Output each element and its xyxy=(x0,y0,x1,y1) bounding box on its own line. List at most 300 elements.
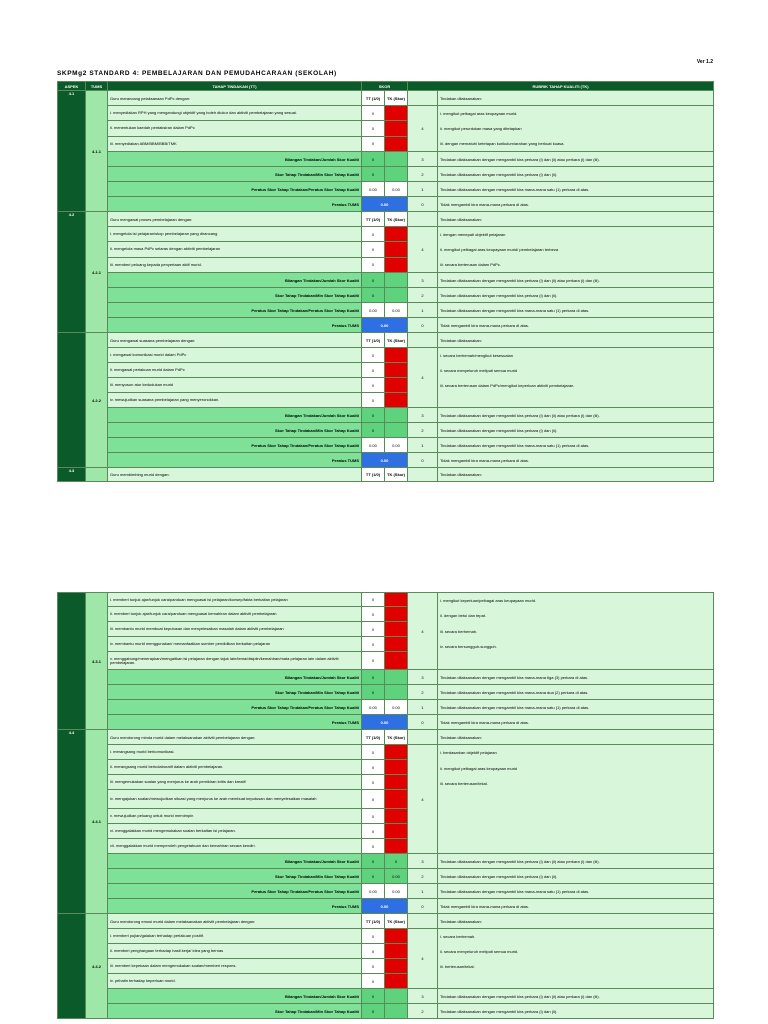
rubric-level: 2 xyxy=(408,167,438,182)
rubric-level-text: Tidak mengambil kira mana-mana perkara di atas. xyxy=(438,318,714,333)
summary-label: Peratus Skor Tahap Tindakan/Peratus Skor Tahap Kualiti xyxy=(108,700,362,715)
tt-value-input[interactable]: 0 xyxy=(362,775,385,790)
tt-value-input[interactable]: 0 xyxy=(362,257,385,272)
peratus-tums-row xyxy=(58,715,714,730)
rubric-level-text: Tindakan dilaksanakan dengan mengambil kira perkara (i) dan (ii). xyxy=(438,869,714,884)
tt-value-input[interactable]: 0 xyxy=(362,242,385,257)
page-2 xyxy=(57,592,713,1019)
header-rubrik: RUBRIK TAHAP KUALITI (TK) xyxy=(408,82,714,91)
summary-tt: 0.00 xyxy=(362,884,385,899)
page-1 xyxy=(57,81,713,482)
summary-label: Skor Tahap Tindakan/Min Skor Tahap Kualiti xyxy=(108,685,362,700)
rubric-list xyxy=(438,227,714,273)
rubric-criterion: i. berdasarkan objektif pelajaran xyxy=(440,750,497,755)
item-row xyxy=(58,745,714,760)
rubric-level: 1 xyxy=(408,884,438,899)
tt-header: TT (1/0) xyxy=(362,212,385,227)
rubric-spacer xyxy=(408,91,438,106)
tt-value-input[interactable]: 0 xyxy=(362,378,385,393)
action-item: i. mengelola isi pelajaran/skop pembelajaran yang dirancang xyxy=(108,227,362,242)
tk-score-input[interactable] xyxy=(385,790,408,809)
aspek-cell xyxy=(58,914,86,1019)
rubric-intro: Tindakan dilaksanakan: xyxy=(438,333,714,348)
summary-label: Bilangan Tindakan/Jumlah Skor Kualiti xyxy=(108,408,362,423)
action-item: iii. memberi kepekaan dalam mengemukakan soalan/memberi respons. xyxy=(108,959,362,974)
aspek-cell: 4.1 xyxy=(58,91,86,212)
skor-tahap-row xyxy=(58,685,714,700)
summary-label: Peratus Skor Tahap Tindakan/Peratus Skor Tahap Kualiti xyxy=(108,182,362,197)
summary-tk xyxy=(385,1004,408,1019)
rubric-criterion: i. secara berhemah/mengikut kesesuaian xyxy=(440,353,513,358)
tk-score-input[interactable] xyxy=(385,227,408,242)
summary-label: Bilangan Tindakan/Jumlah Skor Kualiti xyxy=(108,670,362,685)
version-label: Ver 1.2 xyxy=(696,59,713,65)
summary-label: Skor Tahap Tindakan/Min Skor Tahap Kualiti xyxy=(108,167,362,182)
summary-tt: 0 xyxy=(362,869,385,884)
peratus-skor-row xyxy=(58,438,714,453)
action-item: ii. mengelola masa PdPc selaras dengan aktiviti pembelajaran xyxy=(108,242,362,257)
summary-tt: 0 xyxy=(362,1004,385,1019)
rubric-criterion: i. secara berhemah. xyxy=(440,934,476,939)
summary-tk: 0 xyxy=(385,854,408,869)
rubric-level: 0 xyxy=(408,715,438,730)
summary-label: Peratus TUMS xyxy=(108,318,362,333)
tk-score-input[interactable] xyxy=(385,121,408,136)
bilangan-row xyxy=(58,989,714,1004)
summary-label: Peratus TUMS xyxy=(108,453,362,468)
rubric-criterion: iii. secara berterusan dalam PdPc/mengikut keperluan aktiviti pembelajaran. xyxy=(440,383,575,388)
rubric-level: 1 xyxy=(408,700,438,715)
tums-cell: 4.4.1 xyxy=(86,730,108,914)
tums-cell xyxy=(86,468,108,482)
action-item: vi. menggalakkan murid mengemukakan soalan berkaitan isi pelajaran. xyxy=(108,824,362,839)
rubric-level-text: Tindakan dilaksanakan dengan mengambil kira mana-mana satu (1) perkara di atas. xyxy=(438,303,714,318)
tk-score-input[interactable] xyxy=(385,593,408,607)
rubric-level-text: Tindakan dilaksanakan dengan mengambil kira perkara (i) dan (ii). xyxy=(438,423,714,438)
aspek-cell xyxy=(58,593,86,730)
section-intro-row xyxy=(58,91,714,106)
rubric-level: 1 xyxy=(408,182,438,197)
tt-header: TT (1/0) xyxy=(362,468,385,482)
summary-label: Bilangan Tindakan/Jumlah Skor Kualiti xyxy=(108,989,362,1004)
rubric-level: 3 xyxy=(408,670,438,685)
peratus-tums-value: 0.00 xyxy=(362,899,408,914)
action-item: iii. membantu murid membuat keputusan dan menyelesaikan masalah dalam aktiviti pembelajaran xyxy=(108,622,362,637)
rubric-level-text: Tidak mengambil kira mana-mana perkara di atas. xyxy=(438,715,714,730)
rubric-criterion: ii. mengikut pelbagai aras keupayaan murid xyxy=(440,765,518,771)
tk-header: TK (Skor) xyxy=(385,914,408,929)
summary-label: Skor Tahap Tindakan/Min Skor Tahap Kualiti xyxy=(108,423,362,438)
item-row xyxy=(58,106,714,121)
bilangan-row xyxy=(58,854,714,869)
tt-value-input[interactable]: 0 xyxy=(362,121,385,136)
summary-tt: 0 xyxy=(362,167,385,182)
skpm-table-page-1 xyxy=(57,81,714,482)
header-tums: TUMS xyxy=(86,82,108,91)
section-intro-row xyxy=(58,333,714,348)
tums-cell: 4.3.1 xyxy=(86,593,108,730)
summary-tt: 0 xyxy=(362,273,385,288)
header-skor: SKOR xyxy=(362,82,408,91)
tt-value-input[interactable]: 0 xyxy=(362,607,385,622)
summary-tt: 0 xyxy=(362,423,385,438)
item-row xyxy=(58,593,714,607)
action-item: iv. prihatin terhadap keperluan murid. xyxy=(108,974,362,989)
summary-tt: 0 xyxy=(362,408,385,423)
action-item: i. merangsang murid berkomunikasi. xyxy=(108,745,362,760)
rubric-level: 3 xyxy=(408,989,438,1004)
rubric-level: 3 xyxy=(408,854,438,869)
rubric-criterion: i. dengan menepati objektif pelajaran xyxy=(440,232,506,237)
rubric-criterion: iii. dengan mematuhi ketetapan kurikulum/arahan yang berkuat kuasa. xyxy=(440,141,565,146)
aspek-cell xyxy=(58,333,86,468)
item-row xyxy=(58,227,714,242)
rubric-level: 0 xyxy=(408,197,438,212)
bilangan-row xyxy=(58,670,714,685)
tt-value-input[interactable]: 0 xyxy=(362,824,385,839)
rubric-level: 3 xyxy=(408,152,438,167)
tt-value-input[interactable]: 0 xyxy=(362,393,385,408)
rubric-score-4: 4 xyxy=(408,348,438,408)
tk-header: TK (Skor) xyxy=(385,212,408,227)
rubric-criterion: ii. mengikut peruntukan masa yang ditetapkan xyxy=(440,126,522,131)
rubric-list xyxy=(438,348,714,408)
action-item: i. menyediakan RPH yang mengandungi objektif yang boleh diukur dan aktiviti pembelajaran yang sesuai. xyxy=(108,106,362,121)
summary-tk xyxy=(385,989,408,1004)
summary-tt: 0 xyxy=(362,685,385,700)
section-intro-row xyxy=(58,914,714,929)
summary-tt: 0 xyxy=(362,288,385,303)
section-intro: Guru mendorong emosi murid dalam melaksanakan aktiviti pembelajaran dengan: xyxy=(108,914,362,929)
tt-value-input[interactable]: 0 xyxy=(362,637,385,652)
summary-tt: 0.00 xyxy=(362,303,385,318)
tk-score-input[interactable] xyxy=(385,378,408,393)
rubric-spacer xyxy=(408,914,438,929)
rubric-level: 3 xyxy=(408,273,438,288)
action-item: iii. menyediakan ABM/BBM/BBB/TMK xyxy=(108,136,362,151)
rubric-level-text: Tindakan dilaksanakan dengan mengambil kira perkara (i) dan (ii). xyxy=(438,288,714,303)
tt-value-input[interactable]: 0 xyxy=(362,652,385,670)
header-tahap: TAHAP TINDAKAN (TT) xyxy=(108,82,362,91)
rubric-level-text: Tindakan dilaksanakan dengan mengambil kira mana-mana satu (1) perkara di atas. xyxy=(438,884,714,899)
action-item: iv. mengajukan soalan/mewujudkan situasi yang menjurus ke arah membuat keputusan dan menyelesaikan masalah xyxy=(108,790,362,809)
summary-tk xyxy=(385,273,408,288)
tk-score-input[interactable] xyxy=(385,959,408,974)
tt-value-input[interactable]: 0 xyxy=(362,974,385,989)
section-intro: Guru mendorong minda murid dalam melaksanakan aktiviti pembelajaran dengan: xyxy=(108,730,362,745)
summary-tk: 0.00 xyxy=(385,869,408,884)
rubric-level: 2 xyxy=(408,1004,438,1019)
rubric-list xyxy=(438,106,714,152)
tt-value-input[interactable]: 0 xyxy=(362,839,385,854)
summary-label: Bilangan Tindakan/Jumlah Skor Kualiti xyxy=(108,273,362,288)
rubric-level-text: Tindakan dilaksanakan dengan mengambil kira mana-mana dua (2) perkara di atas. xyxy=(438,685,714,700)
summary-label: Peratus Skor Tahap Tindakan/Peratus Skor Tahap Kualiti xyxy=(108,303,362,318)
peratus-tums-value: 0.00 xyxy=(362,715,408,730)
rubric-score-4: 4 xyxy=(408,593,438,670)
summary-tk: 0.00 xyxy=(385,182,408,197)
tk-header: TK (Skor) xyxy=(385,730,408,745)
section-intro-row xyxy=(58,212,714,227)
summary-label: Skor Tahap Tindakan/Min Skor Tahap Kualiti xyxy=(108,869,362,884)
tk-score-input[interactable] xyxy=(385,809,408,824)
peratus-tums-value: 0.00 xyxy=(362,453,408,468)
rubric-level-text: Tindakan dilaksanakan dengan mengambil kira mana-mana tiga (3) perkara di atas. xyxy=(438,670,714,685)
rubric-level: 0 xyxy=(408,318,438,333)
tk-score-input[interactable] xyxy=(385,136,408,151)
tk-score-input[interactable] xyxy=(385,637,408,652)
action-item: i. memberi tunjuk ajar/tunjuk cara/panduan menguasai isi pelajaran/konsep/fakta berkaitan pelajaran xyxy=(108,593,362,607)
peratus-tums-value: 0.00 xyxy=(362,197,408,212)
summary-label: Peratus Skor Tahap Tindakan/Peratus Skor Tahap Kualiti xyxy=(108,438,362,453)
tk-score-input[interactable] xyxy=(385,348,408,363)
action-item: ii. menentukan kaedah pentaksiran dalam PdPc xyxy=(108,121,362,136)
tt-header: TT (1/0) xyxy=(362,914,385,929)
section-intro: Guru mengawal suasana pembelajaran dengan: xyxy=(108,333,362,348)
rubric-criterion: ii. mengikut pelbagai aras keupayaan murid/ pembelajaran terbeza xyxy=(440,247,559,252)
rubric-level: 2 xyxy=(408,423,438,438)
rubric-intro: Tindakan dilaksanakan: xyxy=(438,468,714,482)
rubric-list xyxy=(438,593,714,670)
tk-score-input[interactable] xyxy=(385,760,408,775)
action-item: iii. memberi peluang kepada penyertaan aktif murid. xyxy=(108,257,362,272)
rubric-score-4: 4 xyxy=(408,106,438,152)
peratus-skor-row xyxy=(58,884,714,899)
rubric-criterion: iii. secara berterusan/tekal. xyxy=(440,781,488,787)
peratus-tums-row xyxy=(58,197,714,212)
action-item: iv. mewujudkan suasana pembelajaran yang menyeronokkan. xyxy=(108,393,362,408)
action-item: ii. memberi penghargaan terhadap hasil kerja/ idea yang bernas xyxy=(108,944,362,959)
summary-tt: 0 xyxy=(362,989,385,1004)
summary-label: Peratus TUMS xyxy=(108,715,362,730)
rubric-level-text: Tindakan dilaksanakan dengan mengambil kira perkara (i) dan (ii). xyxy=(438,1004,714,1019)
rubric-level-text: Tidak mengambil kira mana-mana perkara di atas. xyxy=(438,453,714,468)
tt-header: TT (1/0) xyxy=(362,730,385,745)
tt-value-input[interactable]: 0 xyxy=(362,929,385,944)
summary-tk xyxy=(385,288,408,303)
action-item: vii. menggalakkan murid memperoleh pengetahuan dan kemahiran secara kendiri. xyxy=(108,839,362,854)
rubric-intro: Tindakan dilaksanakan: xyxy=(438,730,714,745)
skor-tahap-row xyxy=(58,1004,714,1019)
peratus-tums-value: 0.00 xyxy=(362,318,408,333)
tums-cell: 4.2.2 xyxy=(86,333,108,468)
rubric-criterion: iii. secara berterusan dalam PdPc. xyxy=(440,262,501,267)
section-intro-row xyxy=(58,730,714,745)
rubric-criterion: ii. secara menyeluruh meliputi semua murid xyxy=(440,368,518,373)
skor-tahap-row xyxy=(58,288,714,303)
tk-score-input[interactable] xyxy=(385,974,408,989)
peratus-tums-row xyxy=(58,318,714,333)
rubric-level: 0 xyxy=(408,453,438,468)
skor-tahap-row xyxy=(58,869,714,884)
aspek-cell: 4.4 xyxy=(58,730,86,914)
bilangan-row xyxy=(58,152,714,167)
tk-score-input[interactable] xyxy=(385,622,408,637)
tk-score-input[interactable] xyxy=(385,929,408,944)
summary-tt: 0.00 xyxy=(362,182,385,197)
tt-value-input[interactable]: 0 xyxy=(362,348,385,363)
bilangan-row xyxy=(58,408,714,423)
peratus-tums-row xyxy=(58,899,714,914)
tt-value-input[interactable]: 0 xyxy=(362,944,385,959)
summary-tt: 0 xyxy=(362,854,385,869)
action-item: i. memberi pujian/galakan terhadap perlakuan positif. xyxy=(108,929,362,944)
tk-score-input[interactable] xyxy=(385,363,408,378)
tk-score-input[interactable] xyxy=(385,393,408,408)
tums-cell: 4.4.2 xyxy=(86,914,108,1019)
rubric-level: 2 xyxy=(408,869,438,884)
tk-score-input[interactable] xyxy=(385,257,408,272)
tums-cell: 4.1.1 xyxy=(86,91,108,212)
rubric-list xyxy=(438,745,714,854)
summary-label: Skor Tahap Tindakan/Min Skor Tahap Kualiti xyxy=(108,1004,362,1019)
rubric-score-4: 4 xyxy=(408,929,438,989)
summary-label: Peratus Skor Tahap Tindakan/Peratus Skor Tahap Kualiti xyxy=(108,884,362,899)
summary-label: Peratus TUMS xyxy=(108,899,362,914)
action-item: iv. membantu murid menggunakan/ memanfaatkan sumber pendidikan berkaitan pelajaran xyxy=(108,637,362,652)
tt-value-input[interactable]: 0 xyxy=(362,809,385,824)
action-item: ii. memberi tunjuk ajar/tunjuk cara/panduan menguasai kemahiran dalam aktiviti pembelajaran xyxy=(108,607,362,622)
tt-header: TT (1/0) xyxy=(362,333,385,348)
rubric-level-text: Tindakan dilaksanakan dengan mengambil kira perkara (i) dan (ii) atau perkara (i) dan (iii). xyxy=(438,152,714,167)
action-item: iii. mengemukakan soalan yang menjurus ke arah pemikiran kritis dan kreatif xyxy=(108,775,362,790)
rubric-level-text: Tindakan dilaksanakan dengan mengambil kira mana-mana satu (1) perkara di atas. xyxy=(438,182,714,197)
rubric-criterion: iii. secara berhemah. xyxy=(440,628,478,634)
action-item: ii. merangsang murid berkolaboratif dalam aktiviti pembelajaran. xyxy=(108,760,362,775)
bilangan-row xyxy=(58,273,714,288)
summary-tk xyxy=(385,423,408,438)
rubric-level-text: Tindakan dilaksanakan dengan mengambil kira perkara (i) dan (ii). xyxy=(438,167,714,182)
rubric-spacer xyxy=(408,730,438,745)
section-intro: Guru merancang pelaksanaan PdPc dengan: xyxy=(108,91,362,106)
item-row xyxy=(58,348,714,363)
rubric-spacer xyxy=(408,468,438,482)
rubric-level-text: Tindakan dilaksanakan dengan mengambil kira mana-mana satu (1) perkara di atas. xyxy=(438,438,714,453)
summary-tk: 0.00 xyxy=(385,303,408,318)
summary-label: Bilangan Tindakan/Jumlah Skor Kualiti xyxy=(108,854,362,869)
action-item: iii. menyusun atur kedudukan murid xyxy=(108,378,362,393)
rubric-list xyxy=(438,929,714,989)
tt-value-input[interactable]: 0 xyxy=(362,136,385,151)
peratus-skor-row xyxy=(58,700,714,715)
section-intro: Guru membimbing murid dengan: xyxy=(108,468,362,482)
action-item: v. mewujudkan peluang untuk murid memimpin xyxy=(108,809,362,824)
rubric-spacer xyxy=(408,333,438,348)
skpm-table-page-2 xyxy=(57,592,714,1019)
summary-tt: 0 xyxy=(362,152,385,167)
action-item: ii. mengawal perlakuan murid dalam PdPc xyxy=(108,363,362,378)
tt-value-input[interactable]: 0 xyxy=(362,363,385,378)
skor-tahap-row xyxy=(58,423,714,438)
rubric-intro: Tindakan dilaksanakan: xyxy=(438,91,714,106)
header-aspek: ASPEK xyxy=(58,82,86,91)
tt-header: TT (1/0) xyxy=(362,91,385,106)
action-item: i. mengawal komunikasi murid dalam PdPc xyxy=(108,348,362,363)
peratus-skor-row xyxy=(58,182,714,197)
rubric-level: 1 xyxy=(408,438,438,453)
skor-tahap-row xyxy=(58,167,714,182)
tt-value-input[interactable]: 0 xyxy=(362,593,385,607)
tk-header: TK (Skor) xyxy=(385,333,408,348)
tt-value-input[interactable]: 0 xyxy=(362,106,385,121)
document-title: SKPMg2 STANDARD 4: PEMBELAJARAN DAN PEMUDAHCARAAN (SEKOLAH) xyxy=(57,70,337,77)
tk-score-input[interactable] xyxy=(385,775,408,790)
summary-tk xyxy=(385,408,408,423)
tt-value-input[interactable]: 0 xyxy=(362,790,385,809)
tk-score-input[interactable] xyxy=(385,944,408,959)
rubric-intro: Tindakan dilaksanakan: xyxy=(438,212,714,227)
tk-header: TK (Skor) xyxy=(385,91,408,106)
summary-tt: 0.00 xyxy=(362,438,385,453)
rubric-intro: Tindakan dilaksanakan: xyxy=(438,914,714,929)
rubric-level: 3 xyxy=(408,408,438,423)
aspek-cell: 4.2 xyxy=(58,212,86,333)
item-row xyxy=(58,929,714,944)
summary-label: Bilangan Tindakan/Jumlah Skor Kualiti xyxy=(108,152,362,167)
summary-tk: 0.00 xyxy=(385,700,408,715)
rubric-criterion: iv. secara bersungguh-sungguh. xyxy=(440,644,497,650)
summary-label: Skor Tahap Tindakan/Min Skor Tahap Kualiti xyxy=(108,288,362,303)
rubric-criterion: i. mengikut pelbagai aras keupayaan murid. xyxy=(440,111,518,116)
summary-tk xyxy=(385,685,408,700)
rubric-level-text: Tindakan dilaksanakan dengan mengambil kira mana-mana satu (1) perkara di atas. xyxy=(438,700,714,715)
tk-score-input[interactable] xyxy=(385,106,408,121)
action-item: v. menggabung/menerapkan/mengaitkan isi pelajaran dengan tajuk lain/tema/disiplin/kemahiran/mata pelajaran lain dalam aktiviti pembelajaran. xyxy=(108,652,362,670)
tt-value-input[interactable]: 0 xyxy=(362,760,385,775)
summary-tk xyxy=(385,167,408,182)
rubric-level-text: Tindakan dilaksanakan dengan mengambil kira perkara (i) dan (ii) atau perkara (i) dan (iii). xyxy=(438,273,714,288)
rubric-score-4: 4 xyxy=(408,745,438,854)
rubric-criterion: ii. secara menyeluruh meliputi semua murid. xyxy=(440,949,519,954)
table-header xyxy=(58,82,714,91)
rubric-level: 2 xyxy=(408,685,438,700)
summary-tt: 0.00 xyxy=(362,700,385,715)
rubric-level-text: Tindakan dilaksanakan dengan mengambil kira perkara (i) dan (ii) atau perkara (i) dan (iii). xyxy=(438,408,714,423)
rubric-level-text: Tidak mengambil kira mana-mana perkara di atas. xyxy=(438,899,714,914)
rubric-spacer xyxy=(408,212,438,227)
tk-header: TK (Skor) xyxy=(385,468,408,482)
summary-label: Peratus TUMS xyxy=(108,197,362,212)
section-4-3-row xyxy=(58,468,714,482)
tums-cell: 4.2.1 xyxy=(86,212,108,333)
rubric-level: 2 xyxy=(408,288,438,303)
summary-tk xyxy=(385,670,408,685)
rubric-level: 0 xyxy=(408,899,438,914)
peratus-skor-row xyxy=(58,303,714,318)
rubric-criterion: iii. berterusan/tekal. xyxy=(440,964,475,969)
tt-value-input[interactable]: 0 xyxy=(362,745,385,760)
summary-tk xyxy=(385,152,408,167)
tt-value-input[interactable]: 0 xyxy=(362,227,385,242)
rubric-level-text: Tindakan dilaksanakan dengan mengambil kira perkara (i) dan (ii) atau perkara (i) dan (iii). xyxy=(438,854,714,869)
rubric-level: 1 xyxy=(408,303,438,318)
tt-value-input[interactable]: 0 xyxy=(362,959,385,974)
tk-score-input[interactable] xyxy=(385,242,408,257)
tk-score-input[interactable] xyxy=(385,607,408,622)
tk-score-input[interactable] xyxy=(385,839,408,854)
summary-tk: 0.00 xyxy=(385,438,408,453)
rubric-criterion: i. mengikut keperluan/pelbagai aras keupayaan murid. xyxy=(440,598,537,603)
tk-score-input[interactable] xyxy=(385,824,408,839)
tt-value-input[interactable]: 0 xyxy=(362,622,385,637)
tk-score-input[interactable] xyxy=(385,745,408,760)
summary-tk: 0.00 xyxy=(385,884,408,899)
tk-score-input[interactable] xyxy=(385,652,408,670)
rubric-score-4: 4 xyxy=(408,227,438,273)
summary-tt: 0 xyxy=(362,670,385,685)
rubric-level-text: Tindakan dilaksanakan dengan mengambil kira perkara (i) dan (ii) atau perkara (i) dan (iii). xyxy=(438,989,714,1004)
peratus-tums-row xyxy=(58,453,714,468)
